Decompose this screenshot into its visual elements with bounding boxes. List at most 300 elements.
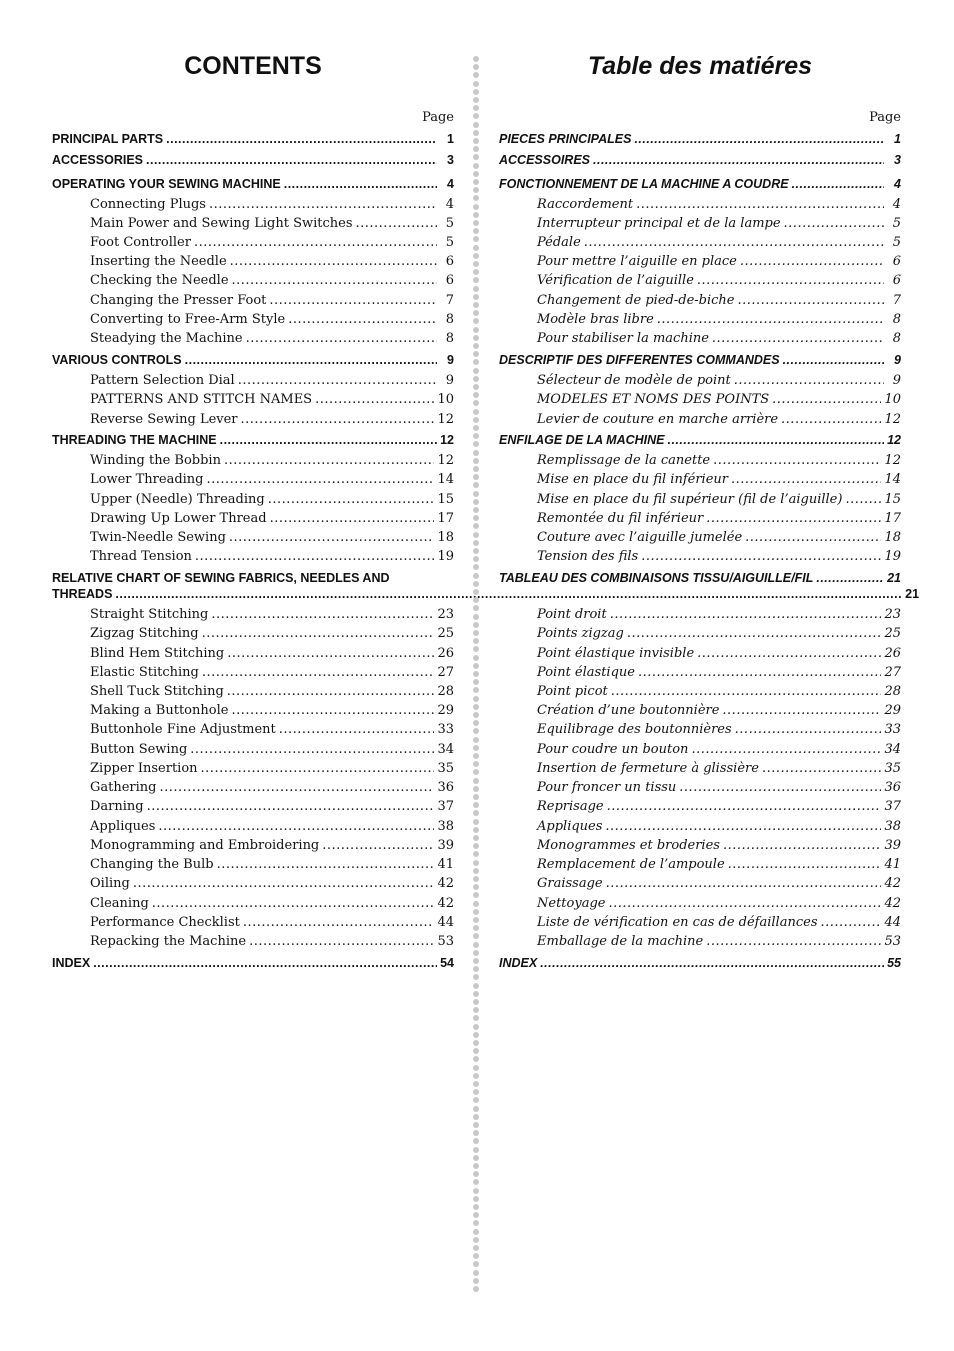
toc-entry-title: PATTERNS AND STITCH NAMES [90, 392, 313, 407]
divider-dot [473, 253, 479, 259]
toc-entry-title: FONCTIONNEMENT DE LA MACHINE A COUDRE [499, 177, 789, 191]
toc-entry[interactable] [52, 352, 454, 368]
toc-entry-title: Changing the Bulb [90, 857, 214, 872]
divider-dot [473, 901, 479, 907]
toc-entry[interactable] [52, 665, 454, 681]
toc-entry-page: 55 [887, 956, 901, 970]
divider-dot [473, 261, 479, 267]
divider-dot [473, 392, 479, 398]
divider-dot [473, 81, 479, 87]
toc-entry-page: 15 [884, 492, 901, 507]
toc-entry[interactable] [499, 392, 901, 408]
divider-dot [473, 605, 479, 611]
toc-entry-title: Levier de couture en marche arrière [537, 412, 779, 427]
toc-entry[interactable] [499, 955, 901, 971]
dot-leader [657, 312, 884, 328]
toc-entry[interactable] [499, 197, 901, 213]
toc-entry[interactable] [499, 273, 901, 289]
toc-entry[interactable] [52, 235, 454, 251]
toc-entry[interactable] [499, 549, 901, 565]
toc-entry-page: 12 [884, 453, 901, 468]
toc-entry[interactable] [52, 646, 454, 662]
toc-entry[interactable] [499, 331, 901, 347]
divider-dot [473, 1286, 479, 1292]
toc-entry-title: Emballage de la machine [537, 934, 704, 949]
divider-dot [473, 335, 479, 341]
dot-leader [322, 838, 434, 854]
dot-leader [288, 312, 437, 328]
toc-entry-page: 38 [884, 819, 901, 834]
divider-dot [473, 917, 479, 923]
toc-entry-title: Point élastique [537, 665, 635, 680]
dot-leader [133, 876, 435, 892]
dot-leader [152, 896, 435, 912]
divider-dot [473, 327, 479, 333]
divider-dot [473, 1097, 479, 1103]
toc-entry-title: DESCRIPTIF DES DIFFERENTES COMMANDES [499, 353, 780, 367]
toc-entry-page: 17 [437, 511, 454, 526]
toc-entry-page: 23 [884, 607, 901, 622]
toc-entry[interactable] [499, 216, 901, 232]
dot-leader [207, 472, 435, 488]
dot-leader [269, 293, 437, 309]
toc-entry[interactable] [499, 742, 901, 758]
toc-entry[interactable] [52, 876, 454, 892]
divider-dot [473, 884, 479, 890]
toc-entry[interactable] [52, 838, 454, 854]
divider-dot [473, 794, 479, 800]
toc-entry-title: Blind Hem Stitching [90, 646, 225, 661]
divider-dot [473, 72, 479, 78]
divider-dot [473, 146, 479, 152]
toc-entry-title: Création d’une boutonnière [537, 703, 720, 718]
toc-entry-title: Point élastique invisible [537, 646, 695, 661]
divider-dot [473, 343, 479, 349]
divider-dot [473, 1229, 479, 1235]
toc-entry-title: Changement de pied-de-biche [537, 293, 735, 308]
divider-dot [473, 1106, 479, 1112]
divider-dot [473, 220, 479, 226]
toc-entry[interactable] [52, 799, 454, 815]
toc-entry[interactable] [499, 665, 901, 681]
toc-entry[interactable] [52, 761, 454, 777]
toc-entry[interactable] [499, 646, 901, 662]
toc-entry-page: 39 [884, 838, 901, 853]
divider-dot [473, 113, 479, 119]
divider-dot [473, 507, 479, 513]
toc-entry-page: 21 [905, 587, 920, 601]
dot-leader [158, 819, 434, 835]
dot-leader [238, 373, 437, 389]
toc-entry-title: Point picot [537, 684, 608, 699]
divider-dot [473, 581, 479, 587]
dot-leader [270, 511, 435, 527]
divider-dot [473, 204, 479, 210]
toc-entry-title: Insertion de fermeture à glissière [537, 761, 759, 776]
toc-entry[interactable] [52, 742, 454, 758]
toc-entry[interactable] [52, 412, 454, 428]
toc-entry[interactable] [499, 761, 901, 777]
toc-entry-title: Drawing Up Lower Thread [90, 511, 267, 526]
divider-dot [473, 1130, 479, 1136]
divider-dot [473, 1163, 479, 1169]
toc-entry[interactable] [499, 607, 901, 623]
toc-entry[interactable] [52, 273, 454, 289]
toc-entry-page: 26 [884, 646, 901, 661]
toc-entry[interactable] [499, 511, 901, 527]
dot-leader [608, 896, 881, 912]
toc-entry-title: Pour stabiliser la machine [537, 331, 709, 346]
divider-dot [473, 860, 479, 866]
dot-leader [740, 254, 884, 270]
divider-dot [473, 1188, 479, 1194]
toc-entry-title-continued: THREADS [52, 587, 113, 601]
divider-dot [473, 983, 479, 989]
toc-entry[interactable] [499, 530, 901, 546]
dot-leader [668, 432, 884, 448]
dot-leader [211, 607, 434, 623]
divider-dot [473, 622, 479, 628]
toc-entry[interactable] [52, 293, 454, 309]
toc-entry-title: Zipper Insertion [90, 761, 198, 776]
toc-entry[interactable] [499, 819, 901, 835]
toc-entry-page: 12 [884, 412, 901, 427]
divider-dot [473, 105, 479, 111]
dot-leader [735, 722, 882, 738]
toc-entry-title: Straight Stitching [90, 607, 209, 622]
toc-entry[interactable] [52, 955, 454, 971]
toc-entry-page: 17 [884, 511, 901, 526]
toc-entry[interactable] [52, 549, 454, 565]
toc-entry[interactable] [499, 570, 901, 586]
divider-dot [473, 1138, 479, 1144]
dot-leader [279, 722, 435, 738]
dot-leader [611, 684, 882, 700]
toc-entry[interactable] [52, 857, 454, 873]
toc-entry-page: 28 [437, 684, 454, 699]
divider-dot [473, 1007, 479, 1013]
toc-entry[interactable] [499, 722, 901, 738]
toc-entry[interactable] [499, 876, 901, 892]
toc-entry-page: 9 [447, 353, 454, 367]
toc-entry[interactable] [499, 235, 901, 251]
divider-dot [473, 1270, 479, 1276]
divider-dot [473, 696, 479, 702]
toc-entry-page: 42 [884, 876, 901, 891]
toc-entry[interactable] [52, 216, 454, 232]
toc-entry-title: Tension des fils [537, 549, 639, 564]
toc-entry-title: OPERATING YOUR SEWING MACHINE [52, 177, 281, 191]
divider-dot [473, 843, 479, 849]
toc-entry-page: 4 [892, 197, 901, 212]
dot-leader [772, 392, 881, 408]
dot-leader [781, 412, 881, 428]
toc-entry[interactable] [52, 432, 454, 448]
toc-entry[interactable] [499, 373, 901, 389]
divider-dot [473, 1245, 479, 1251]
divider-dot [473, 417, 479, 423]
toc-entry-page: 25 [884, 626, 901, 641]
toc-entry-page: 53 [884, 934, 901, 949]
divider-dot [473, 351, 479, 357]
divider-dot [473, 1073, 479, 1079]
divider-dot [473, 269, 479, 275]
divider-dot [473, 491, 479, 497]
toc-entry[interactable] [52, 312, 454, 328]
toc-entry[interactable] [499, 412, 901, 428]
divider-dot [473, 359, 479, 365]
toc-entry-title: Point droit [537, 607, 607, 622]
toc-entry-title: Oiling [90, 876, 130, 891]
divider-dot [473, 1089, 479, 1095]
divider-dot [473, 991, 479, 997]
toc-entry[interactable] [499, 254, 901, 270]
dot-leader [356, 216, 437, 232]
toc-entry[interactable] [52, 197, 454, 213]
toc-entry-page: 12 [440, 433, 454, 447]
toc-entry[interactable] [499, 703, 901, 719]
toc-entry-page: 5 [892, 235, 901, 250]
toc-entry[interactable] [499, 838, 901, 854]
toc-entry-page: 41 [884, 857, 901, 872]
dot-leader [636, 197, 884, 213]
dot-leader [227, 684, 435, 700]
dot-leader [845, 492, 881, 508]
divider-dot [473, 154, 479, 160]
divider-dot [473, 1015, 479, 1021]
divider-dot [473, 728, 479, 734]
toc-entry[interactable] [499, 799, 901, 815]
toc-entry[interactable] [52, 684, 454, 700]
toc-entry[interactable] [499, 453, 901, 469]
toc-entry-title: Making a Buttonhole [90, 703, 229, 718]
toc-entry-title: Gathering [90, 780, 157, 795]
toc-entry-page: 25 [437, 626, 454, 641]
toc-entry[interactable] [52, 492, 454, 508]
toc-entry[interactable] [52, 722, 454, 738]
toc-entry[interactable] [52, 392, 454, 408]
toc-entry[interactable] [499, 626, 901, 642]
toc-entry-page: 39 [437, 838, 454, 853]
toc-entry[interactable] [499, 915, 901, 931]
divider-dot [473, 1056, 479, 1062]
toc-entry[interactable] [52, 254, 454, 270]
toc-entry-title: Appliques [90, 819, 156, 834]
dot-leader [697, 273, 884, 289]
toc-entry-title: Pour mettre l’aiguille en place [537, 254, 737, 269]
divider-dot [473, 245, 479, 251]
divider-dot [473, 532, 479, 538]
divider-dot [473, 179, 479, 185]
dot-leader [166, 131, 437, 147]
toc-entry[interactable] [52, 472, 454, 488]
toc-entry[interactable] [499, 472, 901, 488]
dot-leader [641, 549, 881, 565]
divider-dot [473, 310, 479, 316]
toc-entry[interactable] [52, 453, 454, 469]
divider-dot [473, 400, 479, 406]
toc-entry-title: PRINCIPAL PARTS [52, 132, 164, 146]
toc-entry-page: 15 [437, 492, 454, 507]
toc-entry-title: Twin-Needle Sewing [90, 530, 226, 545]
dot-leader [816, 570, 884, 586]
toc-entry-title: Pour coudre un bouton [537, 742, 689, 757]
divider-dot [473, 195, 479, 201]
toc-entry-title: Vérification de l’aiguille [537, 273, 694, 288]
toc-entry-page: 5 [892, 216, 901, 231]
toc-entry[interactable] [499, 131, 901, 147]
divider-dot [473, 515, 479, 521]
toc-entry-title: ACCESSOIRES [499, 153, 590, 167]
divider-dot [473, 187, 479, 193]
toc-entry-page: 5 [445, 235, 454, 250]
toc-entry-page: 9 [892, 373, 901, 388]
toc-entry-title: Modèle bras libre [537, 312, 654, 327]
divider-dot [473, 835, 479, 841]
toc-entry[interactable] [52, 331, 454, 347]
toc-entry[interactable] [52, 626, 454, 642]
toc-entry[interactable] [499, 857, 901, 873]
divider-dot [473, 925, 479, 931]
dot-leader [584, 235, 884, 251]
toc-entry-title: Zigzag Stitching [90, 626, 199, 641]
dot-leader [231, 703, 434, 719]
divider-dot [473, 933, 479, 939]
toc-entry-page: 42 [437, 876, 454, 891]
divider-dot [473, 892, 479, 898]
divider-dot [473, 64, 479, 70]
toc-entry-title: INDEX [52, 956, 91, 970]
toc-entry[interactable] [499, 293, 901, 309]
divider-dot [473, 236, 479, 242]
toc-entry[interactable] [499, 312, 901, 328]
toc-entry-page: 4 [447, 177, 454, 191]
toc-entry-title: Connecting Plugs [90, 197, 206, 212]
toc-entry[interactable] [499, 492, 901, 508]
dot-leader [593, 152, 884, 168]
toc-entry-page: 27 [884, 665, 901, 680]
toc-entry[interactable] [499, 176, 901, 192]
divider-dot [473, 827, 479, 833]
toc-entry[interactable] [499, 896, 901, 912]
toc-entry-page: 33 [884, 722, 901, 737]
divider-dot [473, 638, 479, 644]
toc-entry[interactable] [52, 703, 454, 719]
dot-leader [723, 838, 882, 854]
toc-entry-title: MODELES ET NOMS DES POINTS [537, 392, 770, 407]
toc-entry[interactable] [52, 934, 454, 950]
divider-dot [473, 646, 479, 652]
toc-entry[interactable] [499, 934, 901, 950]
dot-leader [734, 373, 884, 389]
toc-entry-page: 36 [884, 780, 901, 795]
toc-entry-page: 9 [445, 373, 454, 388]
divider-dot [473, 1122, 479, 1128]
dot-leader [728, 857, 882, 873]
toc-entry[interactable] [52, 152, 454, 168]
toc-entry-title: TABLEAU DES COMBINAISONS TISSU/AIGUILLE/FIL [499, 571, 814, 585]
toc-entry[interactable] [499, 432, 901, 448]
divider-dot [473, 761, 479, 767]
toc-entry[interactable] [499, 152, 901, 168]
toc-entry[interactable] [52, 511, 454, 527]
toc-entry[interactable] [52, 176, 454, 192]
toc-entry[interactable] [52, 915, 454, 931]
divider-dot [473, 974, 479, 980]
toc-entry[interactable] [52, 896, 454, 912]
toc-entry-title: Cleaning [90, 896, 149, 911]
toc-entry-page: 42 [437, 896, 454, 911]
toc-entry-title: Shell Tuck Stitching [90, 684, 224, 699]
dot-leader [249, 934, 434, 950]
divider-dot [473, 745, 479, 751]
toc-entry-page: 5 [445, 216, 454, 231]
divider-dot [473, 737, 479, 743]
toc-entry-title: Appliques [537, 819, 603, 834]
toc-entry[interactable] [52, 530, 454, 546]
toc-entry-page: 27 [437, 665, 454, 680]
dot-leader [147, 799, 435, 815]
divider-dot [473, 679, 479, 685]
contents-title: CONTENTS [184, 52, 322, 80]
toc-entry[interactable] [499, 780, 901, 796]
divider-dot [473, 966, 479, 972]
toc-entry-title: RELATIVE CHART OF SEWING FABRICS, NEEDLES AND [52, 571, 390, 585]
toc-entry[interactable] [52, 373, 454, 389]
toc-entry-page: 18 [884, 530, 901, 545]
toc-entry-title: Performance Checklist [90, 915, 240, 930]
table-des-matieres-title: Table des matiéres [587, 52, 813, 80]
toc-entry-title: Upper (Needle) Threading [90, 492, 265, 507]
toc-entry-page: 8 [445, 331, 454, 346]
toc-entry-page: 7 [445, 293, 454, 308]
divider-dot [473, 384, 479, 390]
divider-dot [473, 1040, 479, 1046]
divider-dot [473, 1212, 479, 1218]
toc-entry-page: 12 [437, 412, 454, 427]
divider-dot [473, 1220, 479, 1226]
toc-entry-page: 4 [445, 197, 454, 212]
toc-entry-page: 8 [892, 312, 901, 327]
divider-dot [473, 720, 479, 726]
toc-entry[interactable] [52, 131, 454, 147]
toc-entry-title: Thread Tension [90, 549, 192, 564]
dot-leader [160, 780, 435, 796]
toc-entry-page: 12 [887, 433, 901, 447]
toc-entry[interactable] [52, 780, 454, 796]
divider-dot [473, 597, 479, 603]
toc-entry-title: Lower Threading [90, 472, 204, 487]
dot-leader [220, 432, 437, 448]
dot-leader [722, 703, 881, 719]
divider-dot [473, 409, 479, 415]
divider-dot [473, 441, 479, 447]
dot-leader [268, 492, 435, 508]
dot-leader [243, 915, 435, 931]
toc-entry[interactable] [499, 352, 901, 368]
toc-entry[interactable] [499, 684, 901, 700]
divider-dot [473, 1065, 479, 1071]
divider-dot [473, 523, 479, 529]
toc-entry-page: 18 [437, 530, 454, 545]
divider-dot [473, 663, 479, 669]
toc-entry-page: 10 [884, 392, 901, 407]
divider-dot [473, 1196, 479, 1202]
toc-entry[interactable] [52, 819, 454, 835]
toc-entry-title: Raccordement [537, 197, 634, 212]
toc-entry-page: 7 [892, 293, 901, 308]
toc-entry[interactable] [52, 607, 454, 623]
